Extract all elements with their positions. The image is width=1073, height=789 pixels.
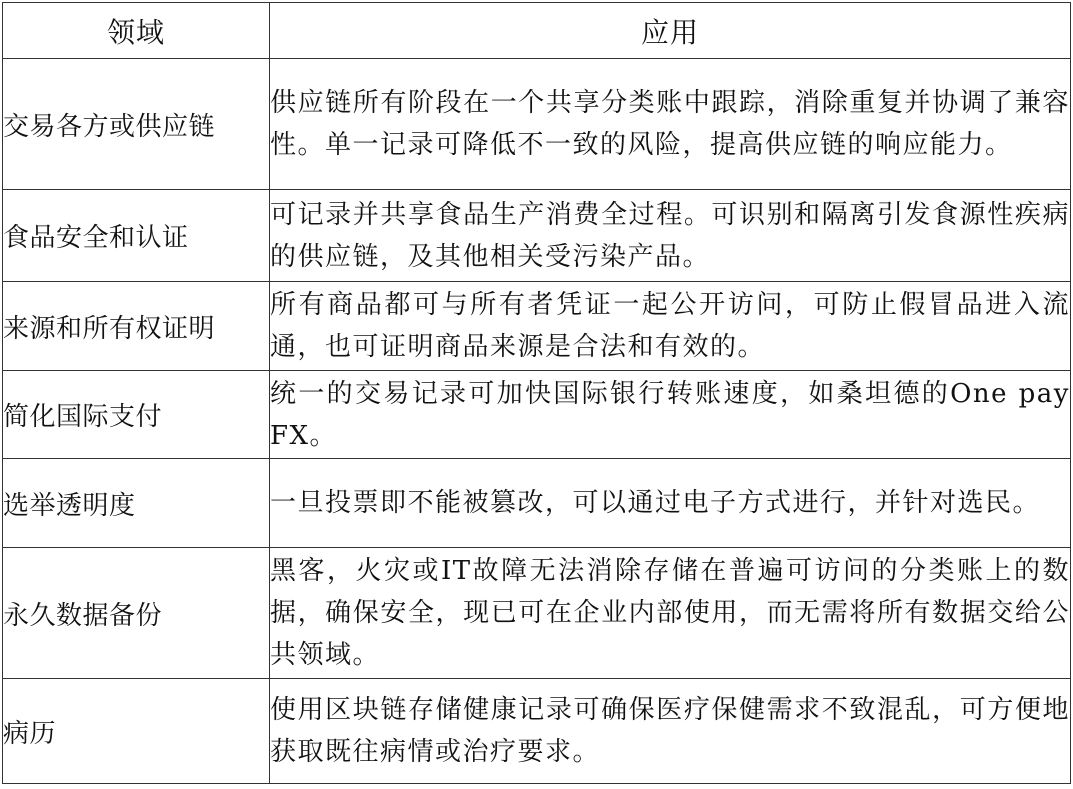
domain-cell: 简化国际支付 xyxy=(3,371,270,459)
table-row xyxy=(3,190,1071,282)
application-cell: 可记录并共享食品生产消费全过程。可识别和隔离引发食源性疾病的供应链，及其他相关受污染产品。 xyxy=(270,190,1071,282)
application-cell: 一旦投票即不能被篡改，可以通过电子方式进行，并针对选民。 xyxy=(270,459,1071,548)
application-cell: 所有商品都可与所有者凭证一起公开访问，可防止假冒品进入流通，也可证明商品来源是合法和有效的。 xyxy=(270,282,1071,371)
header-domain: 领域 xyxy=(3,3,270,59)
domain-cell: 交易各方或供应链 xyxy=(3,59,270,190)
domain-cell: 选举透明度 xyxy=(3,459,270,548)
table-row xyxy=(3,59,1071,190)
application-cell: 供应链所有阶段在一个共享分类账中跟踪，消除重复并协调了兼容性。单一记录可降低不一致的风险，提高供应链的响应能力。 xyxy=(270,59,1071,190)
application-cell: 黑客，火灾或IT故障无法消除存储在普遍可访问的分类账上的数据，确保安全，现已可在企业内部使用，而无需将所有数据交给公共领域。 xyxy=(270,548,1071,679)
blockchain-applications-table xyxy=(2,2,1071,784)
table-row xyxy=(3,371,1071,459)
application-cell: 使用区块链存储健康记录可确保医疗保健需求不致混乱，可方便地获取既往病情或治疗要求。 xyxy=(270,679,1071,784)
application-cell: 统一的交易记录可加快国际银行转账速度，如桑坦德的One pay FX。 xyxy=(270,371,1071,459)
domain-cell: 来源和所有权证明 xyxy=(3,282,270,371)
domain-cell: 食品安全和认证 xyxy=(3,190,270,282)
header-row xyxy=(3,3,1071,59)
table-row xyxy=(3,679,1071,784)
table-row xyxy=(3,459,1071,548)
table-row xyxy=(3,282,1071,371)
table-row xyxy=(3,548,1071,679)
header-application: 应用 xyxy=(270,3,1071,59)
domain-cell: 永久数据备份 xyxy=(3,548,270,679)
domain-cell: 病历 xyxy=(3,679,270,784)
